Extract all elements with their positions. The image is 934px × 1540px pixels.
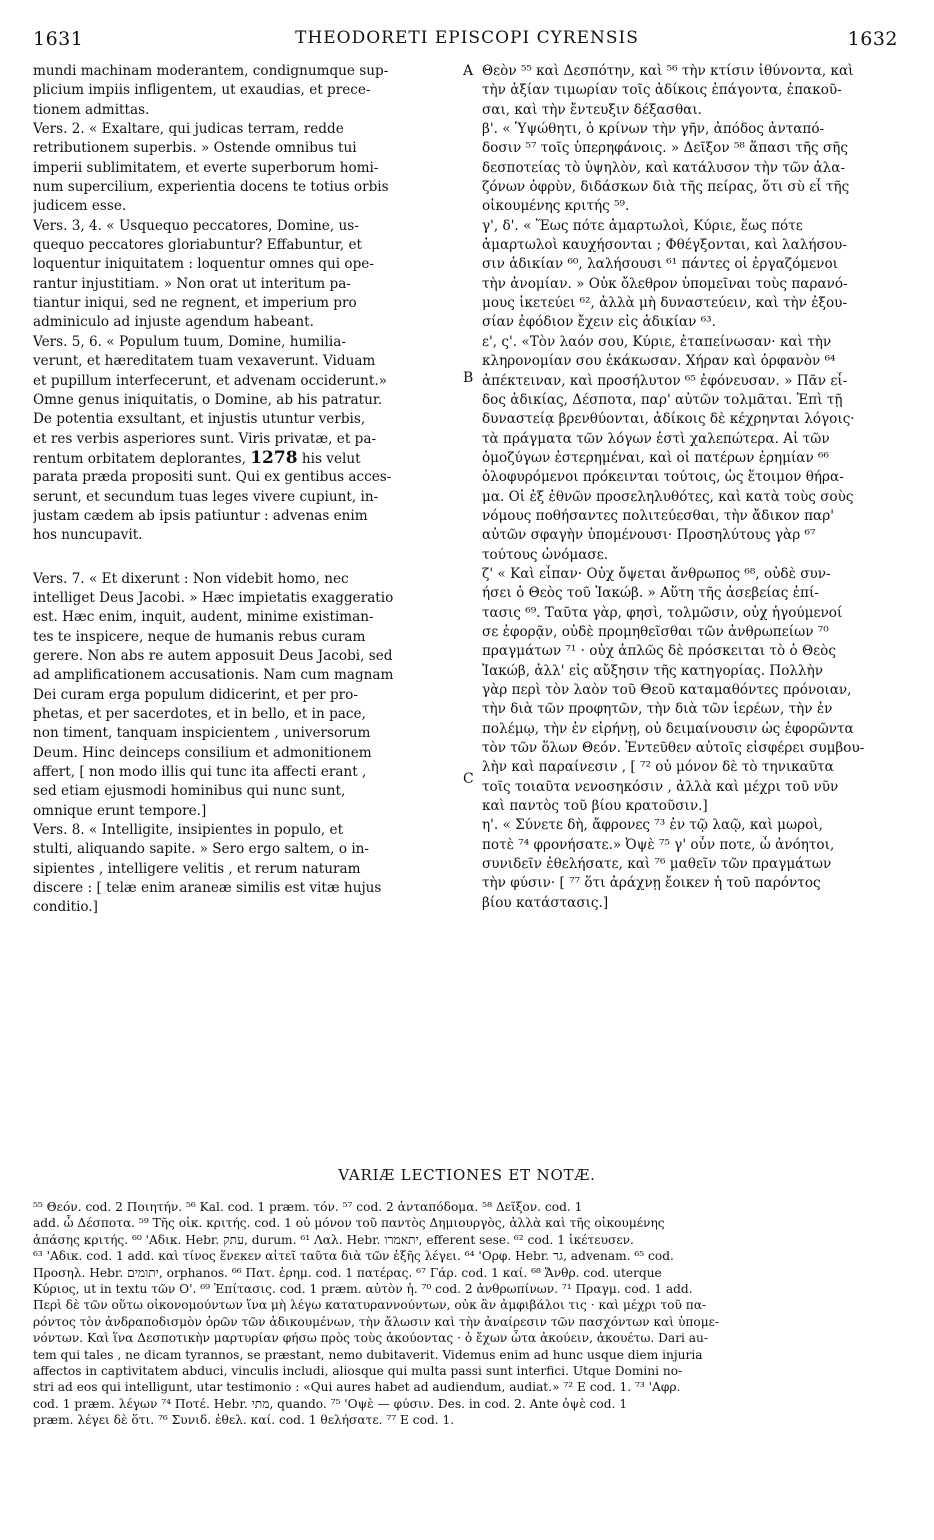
latin-text-line: sed etiam ejusmodi hominibus qui nunc sunt,	[33, 783, 346, 800]
latin-text-line: mundi machinam moderantem, condignumque sup-	[33, 63, 389, 79]
latin-text-line: et pupillum interfecerunt, et advenam occiderunt.»	[33, 372, 387, 389]
greek-text-line: γ', δ'. « Ἕως πότε ἁμαρτωλοὶ, Κύριε, ἕως πότε	[482, 217, 803, 234]
latin-text-line: parata præda propositi sunt. Qui ex gentibus acces-	[33, 469, 392, 486]
greek-text-line: συνιδεῖν ἐθελήσατε, καὶ ⁷⁶ μαθεῖν τῶν πραγμάτων	[482, 856, 832, 873]
note-line: ⁵⁵ Θεόν. cod. 2 Ποιητήν. ⁵⁶ Kal. cod. 1 præm. τόν. ⁵⁷ cod. 2 ἀνταπόδομα. ⁵⁸ Δεῖξον. cod. 1	[33, 1200, 583, 1214]
greek-text-line: Θεὸν ⁵⁵ καὶ Δεσπότην, καὶ ⁵⁶ τὴν κτίσιν ἰθύνοντα, καὶ	[482, 63, 854, 79]
greek-text-line: σαι, καὶ τὴν ἔντευξιν δέξασθαι.	[482, 101, 702, 118]
latin-text-line: conditio.]	[33, 899, 98, 916]
notes-heading: VARIÆ LECTIONES ET NOTÆ.	[338, 1166, 596, 1184]
greek-text-line: κληρονομίαν σου ἐκάκωσαν. Χήραν καὶ ὀρφανὸν ⁶⁴	[482, 353, 836, 370]
greek-text-line: μα. Οἱ ἐξ ἐθνῶν προσεληλυθότες, καὶ κατὰ τοὺς σοὺς	[482, 488, 854, 505]
note-line: νόντων. Καὶ ἵνα Δεσποτικὴν μαρτυρίαν φήσω πρὸς τοὺς ἀκούοντας · ὁ ἔχων ὦτα ἀκούειν, ἀκουέτω. Dari au-	[33, 1331, 709, 1346]
greek-text-line: β'. « Ὑψώθητι, ὁ κρίνων τὴν γῆν, ἀπόδος ἀνταπό-	[482, 121, 825, 138]
greek-text-line: μους ἱκετεύει ⁶², ἀλλὰ μὴ δυναστεύειν, καὶ τὴν ἐξου-	[482, 295, 848, 312]
latin-text-line: num supercilium, experientia docens te totius orbis	[33, 179, 389, 196]
latin-text-line: est. Hæc enim, inquit, audent, minime existiman-	[33, 609, 374, 626]
greek-text-line: βίου κατάστασις.]	[482, 894, 609, 911]
latin-text-line: ad amplificationem accusationis. Nam cum magnam	[33, 667, 394, 684]
note-line: stri ad eos qui intelligunt, utar testimonio : «Qui aures habet ad audiendum, audiat.» ⁷² E cod. 1. ⁷³ 'Αφρ.	[33, 1380, 681, 1395]
greek-text-line: σε ἐφορᾷν, οὐδὲ προμηθεῖσθαι τῶν ἀνθρωπείων ⁷⁰	[482, 623, 829, 640]
note-line: ⁶³ 'Αδικ. cod. 1 add. καὶ τίνος ἕνεκεν αἰτεῖ ταῦτα διὰ τῶν ἑξῆς λέγει. ⁶⁴ 'Ορφ. Hebr. גר, advenam. ⁶⁵ cod.	[33, 1249, 674, 1264]
note-line: tem qui tales , ne dicam tyrannos, se præstant, nemo dubitaverit. Videmus enim ad hunc usque diem injuria	[33, 1347, 703, 1362]
note-line: ἁπάσης κριτής. ⁶⁰ 'Αδικ. Hebr. עתק, durum. ⁶¹ Λαλ. Hebr. יתאמרו, efferent sese. ⁶² cod. 1 ἱκέτευσεν.	[33, 1232, 634, 1247]
greek-text-line: ἁμαρτωλοὶ καυχήσονται ; Φθέγξονται, καὶ λαλήσου-	[482, 237, 847, 254]
latin-text-line: tionem admittas.	[33, 101, 150, 118]
greek-text-line: δος ἀδικίας, Δέσποτα, παρ' αὐτῶν τολμᾶται. Ἐπὶ τῇ	[482, 391, 843, 408]
latin-text-line: Vers. 2. « Exaltare, qui judicas terram, redde	[33, 121, 344, 138]
note-line: Περὶ δὲ τῶν οὕτω οἰκονομούντων ἵνα μὴ λέγω κατατυραννούντων, οὐκ ἂν ἀμφιβάλοι τις · καὶ μέχρι τοῦ πα-	[33, 1298, 707, 1313]
greek-text-line: τὸν τῶν ὅλων Θεόν. Ἐντεῦθεν αὐτοῖς εἰσφέρει συμβου-	[482, 740, 865, 757]
latin-text-line: judicem esse.	[33, 198, 127, 215]
note-line: præm. λέγει δὲ ὅτι. ⁷⁶ Συνιδ. ἐθελ. καί. cod. 1 θελήσατε. ⁷⁷ E cod. 1.	[33, 1413, 455, 1428]
greek-text-line: ποτὲ ⁷⁴ φρονήσατε.» Ὀψὲ ⁷⁵ γ' οὖν ποτε, ὦ ἀνόητοι,	[482, 836, 835, 853]
latin-text-line: Vers. 7. « Et dixerunt : Non videbit homo, nec	[33, 570, 349, 587]
latin-text-line: tiantur iniqui, sed ne regnent, et imperium pro	[33, 295, 357, 312]
latin-text-line: gerere. Non abs re autem apposuit Deus Jacobi, sed	[33, 647, 393, 664]
greek-text-line: τὴν ἀνομίαν. » Οὐκ ὄλεθρον ὑπομεῖναι τοὺς παρανό-	[482, 275, 848, 292]
greek-text-line: τασις ⁶⁹. Ταῦτα γὰρ, φησὶ, τολμῶσιν, οὐχ ἡγούμενοί	[482, 604, 843, 621]
latin-column	[33, 62, 458, 918]
latin-text-line: omnique erunt tempore.]	[33, 802, 207, 819]
running-title: THEODORETI EPISCOPI CYRENSIS	[295, 28, 639, 48]
latin-text-line: De potentia exsultant, et injustis utuntur verbis,	[33, 411, 366, 428]
greek-text-line: τὴν ἀξίαν τιμωρίαν τοῖς ἀδίκοις ἐπάγοντα, ἐπακοῦ-	[482, 82, 842, 99]
latin-text-line: hos nuncupavit.	[33, 527, 143, 544]
greek-text-line: σίαν ἐφόδιον ἔχειν εἰς ἀδικίαν ⁶³.	[482, 314, 716, 331]
note-line: cod. 1 præm. λέγων ⁷⁴ Ποτέ. Hebr. מתי, quando. ⁷⁵ 'Οψὲ — φύσιν. Des. in cod. 2. Ante ὀψὲ cod. 1	[33, 1396, 628, 1411]
column-number: 1278	[250, 448, 298, 468]
latin-text-line: rantur injustitiam. » Non orat ut interitum pa-	[33, 275, 351, 292]
note-line: Προσηλ. Hebr. יתומים, orphanos. ⁶⁶ Πατ. ἐρημ. cod. 1 πατέρας. ⁶⁷ Γάρ. cod. 1 καί. ⁶⁸ Ἄνθρ. cod. uterque	[33, 1265, 662, 1280]
greek-text-line: οἰκουμένης κριτής ⁵⁹.	[482, 198, 630, 215]
greek-text-line: δυναστείᾳ βρενθύονται, ἀδίκοις δὲ κέχρηνται λόγοις·	[482, 411, 855, 428]
greek-text-line: ζ' « Καὶ εἶπαν· Οὐχ ὄψεται ἄνθρωπος ⁶⁸, οὐδὲ συν-	[482, 565, 831, 582]
greek-text-line: τὴν διὰ τῶν προφητῶν, τὴν διὰ τῶν ἱερέων, τὴν ἐν	[482, 701, 833, 718]
latin-text-line: intelliget Deus Jacobi. » Hæc impietatis exaggeratio	[33, 589, 394, 606]
note-line: Κύριος, ut in textu τῶν Ο'. ⁶⁹ Ἐπίτασις. cod. 1 præm. αὐτὸν ἡ. ⁷⁰ cod. 2 ἀνθρωπίνων. ⁷¹ Πραγμ. cod. 1 add.	[33, 1281, 693, 1296]
latin-text-line	[33, 546, 458, 570]
latin-text-line: Vers. 5, 6. « Populum tuum, Domine, humilia-	[33, 333, 346, 350]
page-number-right: 1632	[847, 28, 898, 50]
greek-text-line: δεσποτείας τὸ ὑψηλὸν, καὶ κατάλυσον τὴν τῶν ἀλα-	[482, 159, 846, 176]
note-line: add. ὦ Δέσποτα. ⁵⁹ Τῆς οἰκ. κριτής. cod. 1 οὐ μόνον τοῦ παντὸς Δημιουργὸς, ἀλλὰ καὶ τῆς οἰκουμένης	[33, 1216, 665, 1231]
notes-section	[33, 1199, 901, 1428]
greek-text-line: δοσιν ⁵⁷ τοῖς ὑπερηφάνοις. » Δεῖξον ⁵⁸ ἅπασι τῆς σῆς	[482, 140, 849, 157]
latin-text-line: affert, [ non modo illis qui tunc ita affecti erant ,	[33, 764, 367, 781]
greek-text-line: λὴν καὶ παραίνεσιν , [ ⁷² οὐ μόνον δὲ τὸ τηνικαῦτα	[482, 759, 834, 776]
latin-text-line: adminiculo ad injuste agendum habeant.	[33, 314, 314, 331]
greek-text-line: τὴν φύσιν· [ ⁷⁷ ὅτι ἀράχνῃ ἔοικεν ἡ τοῦ παρόντος	[482, 875, 821, 892]
latin-text-line: Vers. 8. « Intelligite, insipientes in populo, et	[33, 822, 344, 839]
latin-text-line: sipientes , intelligere velitis , et rerum naturam	[33, 860, 361, 877]
latin-text-line: loquentur iniquitatem : loquentur omnes qui ope-	[33, 256, 374, 273]
latin-text-line: tes te inspicere, neque de humanis rebus curam	[33, 628, 366, 645]
greek-text-line: ήσει ὁ Θεὸς τοῦ Ἰακώβ. » Αὕτη τῆς ἀσεβείας ἐπί-	[482, 585, 819, 602]
greek-column	[482, 62, 896, 913]
greek-text-line: τοῖς τοιαῦτα νενοσηκόσιν , ἀλλὰ καὶ μέχρι τοῦ νῦν	[482, 778, 839, 795]
margin-marker-b: B	[463, 370, 474, 386]
latin-text-line: quequo peccatores gloriabuntur? Effabuntur, et	[33, 237, 363, 254]
greek-text-line: ὁμοζύγων ἐστερημέναι, καὶ οἱ πατέρων ἐρημίαν ⁶⁶	[482, 449, 829, 466]
latin-text-line: retributionem superbis. » Ostende omnibus tui	[33, 140, 357, 157]
latin-text-line: phetas, et per sacerdotes, et in bello, et in pace,	[33, 706, 366, 722]
greek-text-line: ὀλοφυρόμενοι πρόκεινται τούτοις, ὡς ἕτοιμον θήρα-	[482, 469, 844, 486]
note-line: ρόντος τὸν ἀνδραποδισμὸν ὁρῶν τῶν ἀδικουμένων, τὴν ἄλωσιν καὶ τὴν ἀναίρεσιν τῶν πασχόντων καὶ ὑπομε-	[33, 1314, 720, 1329]
greek-text-line: ε', ς'. «Τὸν λαόν σου, Κύριε, ἐταπείνωσαν· καὶ τὴν	[482, 333, 832, 350]
greek-text-line: γὰρ περὶ τὸν λαὸν τοῦ Θεοῦ καταμαθόντες πρόνοιαν,	[482, 682, 852, 698]
greek-text-line: νόμους ποθήσαντες πολιτεύεσθαι, τὴν ἄδικον παρ'	[482, 507, 834, 524]
latin-text-line: et res verbis asperiores sunt. Viris privatæ, et pa-	[33, 430, 377, 447]
latin-text-line: verunt, et hæreditatem tuam vexaverunt. Viduam	[33, 353, 376, 370]
greek-text-line: τὰ πράγματα τῶν λόγων ἐστὶ χαλεπώτερα. Αἱ τῶν	[482, 430, 830, 447]
latin-text-line: Omne genus iniquitatis, o Domine, ab his patratur.	[33, 391, 383, 408]
greek-text-line: τούτους ὠνόμασε.	[482, 546, 609, 563]
greek-text-line: αὐτῶν σφαγὴν ὑπομένουσι· Προσηλύτους γὰρ ⁶⁷	[482, 527, 816, 544]
note-line: affectos in captivitatem abduci, vinculis includi, aliosque qui multa passi sunt interfici. Utque Domini no-	[33, 1363, 683, 1378]
greek-text-line: Ἰακώβ, ἀλλ' εἰς αὔξησιν τῆς κατηγορίας. Πολλὴν	[482, 662, 824, 679]
margin-marker-a: A	[463, 63, 474, 79]
latin-text-line: discere : [ telæ enim araneæ similis est vitæ hujus	[33, 880, 382, 897]
greek-text-line: καὶ παντὸς τοῦ βίου κρατοῦσιν.]	[482, 798, 708, 815]
latin-text-line: serunt, et secundum tuas leges vivere cupiunt, in-	[33, 488, 379, 505]
latin-text-line: stulti, aliquando sapite. » Sero ergo saltem, o in-	[33, 841, 370, 858]
latin-text-line: rentum orbitatem deplorantes, 1278 his velut	[33, 448, 361, 468]
latin-text-line: imperii sublimitatem, et everte superborum homi-	[33, 159, 379, 176]
latin-text-line: Deum. Hinc deinceps consilium et admonitionem	[33, 744, 372, 761]
greek-text-line: ζόνων ὀφρὺν, διδάσκων διὰ τῆς πείρας, ὅτι σὺ εἶ τῆς	[482, 179, 850, 196]
greek-text-line: ἀπέκτειναν, καὶ προσήλυτον ⁶⁵ ἐφόνευσαν. » Πᾶν εἶ-	[482, 372, 848, 389]
latin-text-line: justam cædem ab ipsis patiuntur : advenas enim	[33, 507, 368, 524]
greek-text-line: σιν ἀδικίαν ⁶⁰, λαλήσουσι ⁶¹ πάντες οἱ ἐργαζόμενοι	[482, 256, 838, 273]
latin-text-line: Vers. 3, 4. « Usquequo peccatores, Domine, us-	[33, 217, 359, 234]
greek-text-line: η'. « Σύνετε δὴ, ἄφρονες ⁷³ ἐν τῷ λαῷ, καὶ μωροὶ,	[482, 817, 823, 834]
greek-text-line: πραγμάτων ⁷¹ · οὐχ ἁπλῶς δὲ πρόσκειται τὸ ὁ Θεὸς	[482, 643, 836, 660]
page-number-left: 1631	[33, 28, 84, 50]
latin-text-line: plicium impiis infligentem, ut exaudias, et prece-	[33, 82, 371, 99]
latin-text-line: Dei curam erga populum didicerint, et per pro-	[33, 686, 358, 703]
greek-text-line: πολέμῳ, τὴν ἐν εἰρήνῃ, οὐ δειμαίνουσιν ὡς ἐφορῶντα	[482, 720, 854, 737]
margin-marker-c: C	[463, 771, 474, 787]
latin-text-line: non timent, tanquam inspicientem , universorum	[33, 725, 371, 742]
